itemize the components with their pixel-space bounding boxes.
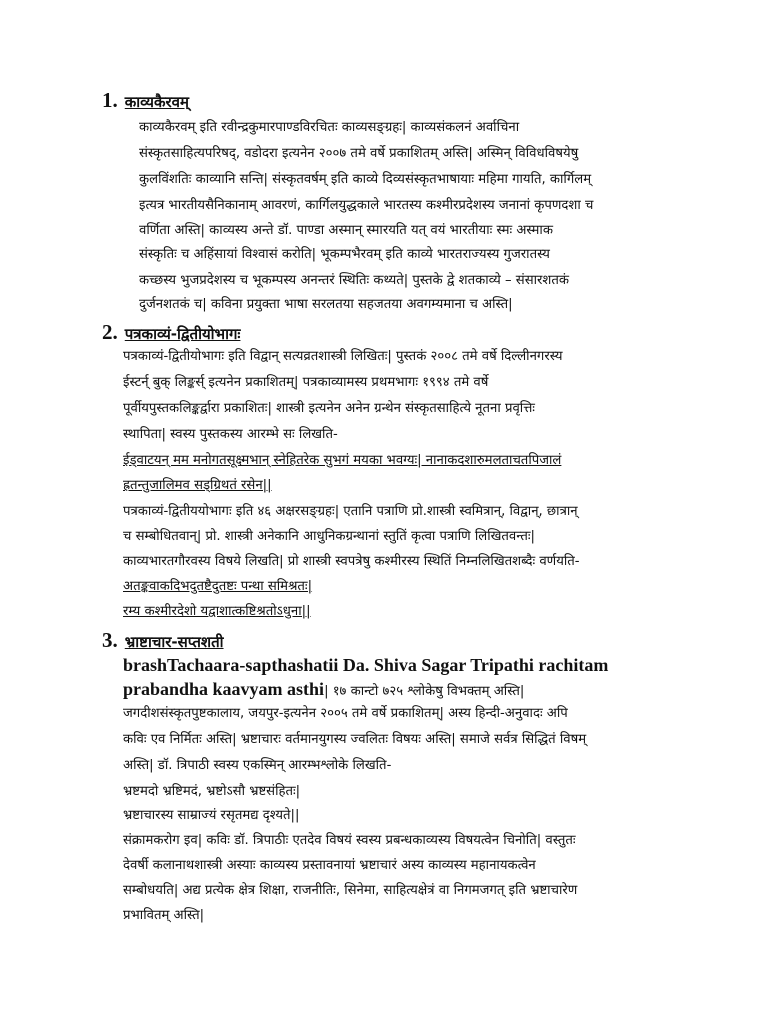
section-3-line: सम्बोधयति| अद्य प्रत्येक क्षेत्र शिक्षा, राजनीतिः, सिनेमा, साहित्यक्षेत्रं वा निगमजगत् इति भ्रष्टाचारेण <box>123 883 578 898</box>
section-3-line: संक्रामकरोग इव| कविः डॉ. त्रिपाठीः एतदेव विषयं स्वस्य प्रबन्धकाव्यस्य विषयत्वेन चिनोति| वस्तुतः <box>123 833 576 848</box>
section-3-line: कविः एव निर्मितः अस्ति| भ्रष्टाचारः वर्तमानयुगस्य ज्वलितः विषयः अस्ति| समाजे सर्वत्र सिद्धितं विषम् <box>123 732 587 747</box>
section-3-roman-line <box>123 654 608 677</box>
section-3-roman-line <box>123 678 524 703</box>
section-2-line: पत्रकाव्यं-द्वितीययोभागः इति ४६ अक्षरसङ्ग्रहः| एतानि पत्राणि प्रो.शास्त्री स्वमित्रान्, विद्वान्, छात्रान् <box>123 504 578 519</box>
section-2-title: पत्रकाव्यं-द्वितीयोभागः <box>124 325 241 343</box>
section-3-line: अस्ति| डॉ. त्रिपाठी स्वस्य एकस्मिन् आरम्भश्लोके लिखति- <box>123 758 392 773</box>
section-1-number: 1. <box>102 88 118 112</box>
section-1-heading <box>102 88 189 113</box>
section-1-line: कच्छस्य भुजप्रदेशस्य च भूकम्पस्य अनन्तरं स्थितिः कथ्यते| पुस्तके द्वे शतकाव्ये – संसारशतकं <box>139 273 570 288</box>
section-2-line: पूर्वीयपुस्तकलिङ्कर्द्वारा प्रकाशितः| शास्त्री इत्यनेन अनेन ग्रन्थेन संस्कृतसाहित्ये नूतना प्रवृत्तिः <box>123 401 535 416</box>
section-1-line: संस्कृतसाहित्यपरिषद्, वडोदरा इत्यनेन २००७ तमे वर्षे प्रकाशितम् अस्ति| अस्मिन् विविधविषयेषु <box>139 146 579 161</box>
section-1-line: इत्यत्र भारतीयसैनिकानाम् आवरणं, कार्गिलयुद्धकाले भारतस्य कश्मीरप्रदेशस्य जनानां कृपणदशा च <box>139 198 594 213</box>
section-1-line: कुलविंशतिः काव्यानि सन्ति| संस्कृतवर्षम् इति काव्ये दिव्यसंस्कृतभाषायाः महिमा गायति, कार्गिलम् <box>139 172 592 187</box>
section-1-line: काव्यकैरवम् इति रवीन्द्रकुमारपाण्डविरचितः काव्यसङ्ग्रहः| काव्यसंकलनं अर्वाचिना <box>139 120 520 135</box>
section-3-verse-line: भ्रष्टाचारस्य साम्राज्यं रसृतमद्य दृश्यते|| <box>123 808 300 823</box>
section-2-line: काव्यभारतगौरवस्य विषये लिखति| प्रो शास्त्री स्वपत्रेषु कश्मीरस्य स्थितिं निम्नलिखितशब्दैः वर्णयति- <box>123 554 580 569</box>
section-3-verse-line: भ्रष्टमदो भ्रष्टिमदं, भ्रष्टोऽसौ भ्रष्टसंहितः| <box>123 784 301 799</box>
section-1-line: संस्कृतिः च अहिंसायां विश्वासं करोति| भूकम्पभैरवम् इति काव्ये भारतराज्यस्य गुजरातस्य <box>139 247 550 262</box>
section-2-line: ईस्टर्न् बुक् लिङ्कर्स् इत्यनेन प्रकाशितम्| पत्रकाव्यामस्य प्रथमभागः १९९४ तमे वर्षे <box>123 375 489 390</box>
section-3-roman-suffix: | १७ कान्टो ७२५ श्लोकेषु विभक्तम् अस्ति| <box>324 684 525 699</box>
section-2-line: पत्रकाव्यं-द्वितीयोभागः इति विद्वान् सत्यव्रतशास्त्री लिखितः| पुस्तकं २००८ तमे वर्षे दिल्लीनगरस्य <box>123 349 563 364</box>
section-2-verse-line: ह्रतन्तुजालिमव सड्ग्रिथतं रसेन|| <box>123 478 272 493</box>
section-3-roman-text: brashTachaara-sapthashatii Da. Shiva Sagar Tripathi rachitam <box>123 655 609 675</box>
section-2-heading <box>102 320 240 345</box>
section-3-line: प्रभावितम् अस्ति| <box>123 908 205 923</box>
section-1-line: वर्णिता अस्ति| काव्यस्य अन्ते डॉ. पाण्डा अस्मान् स्मारयति यत् वयं भारतीयाः स्मः अस्माक <box>139 223 553 238</box>
section-2-verse-line: ईड्वाटयन् मम मनोगतसूक्ष्मभान् स्नेहितरेक सुभगं मयका भवग्यः| नानाकदशारुमलताचतपिजालं <box>123 453 562 468</box>
section-2-line: च सम्बोधितवान्| प्रो. शास्त्री अनेकानि आधुनिकग्रन्थानां स्तुतिं कृत्वा पत्राणि लिखितवन्तः| <box>123 529 535 544</box>
section-3-heading <box>102 628 224 653</box>
section-2-verse-line: रम्य कश्मीरदेशो यद्वाशात्कष्टिश्रतोऽधुना|| <box>123 604 311 619</box>
section-2-verse-line: अतङ्कवाकदिभदुतष्टैदुतष्टः पन्था समिश्रतः| <box>123 579 313 594</box>
section-3-title: भ्राष्टाचार-सप्तशती <box>124 633 224 651</box>
section-3-roman-text: prabandha kaavyam asthi <box>123 679 325 699</box>
section-3-number: 3. <box>102 628 118 652</box>
section-1-title: काव्यकैरवम् <box>124 93 189 111</box>
section-2-number: 2. <box>102 320 118 344</box>
section-2-line: स्थापिता| स्वस्य पुस्तकस्य आरम्भे सः लिखति- <box>123 427 338 442</box>
section-3-line: देवर्षी कलानाथशास्त्री अस्याः काव्यस्य प्रस्तावनायां भ्रष्टाचारं अस्य काव्यस्य महानायकत्वेन <box>123 858 536 873</box>
section-3-line: जगदीशसंस्कृतपुष्टकालाय, जयपुर-इत्यनेन २००५ तमे वर्षे प्रकाशितम्| अस्य हिन्दी-अनुवादः अपि <box>123 706 568 721</box>
section-1-line: दुर्जनशतकं च| कविना प्रयुक्ता भाषा सरलतया सहजतया अवगम्यमाना च अस्ति| <box>139 297 513 312</box>
